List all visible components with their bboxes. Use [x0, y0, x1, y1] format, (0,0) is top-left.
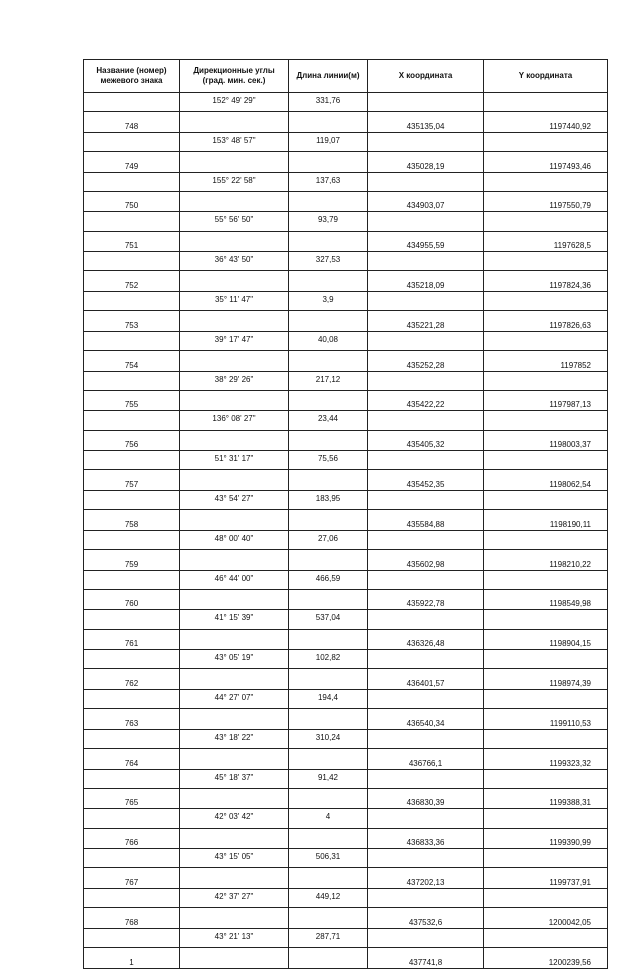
- table-row-line: [84, 93, 608, 112]
- point-name-cell: 754: [84, 351, 180, 372]
- table-row-point: [84, 629, 608, 650]
- length-cell-empty: [289, 112, 368, 133]
- direction-angle-cell: 44° 27' 07": [180, 689, 289, 708]
- table-row-line: [84, 650, 608, 669]
- length-cell-empty: [289, 868, 368, 889]
- x-cell-empty: [368, 928, 484, 947]
- table-row-point: [84, 828, 608, 849]
- table-row-line: [84, 451, 608, 470]
- x-cell-empty: [368, 490, 484, 509]
- table-row-line: [84, 291, 608, 310]
- point-name-cell: 767: [84, 868, 180, 889]
- y-coordinate-cell: 1199110,53: [484, 709, 608, 730]
- y-cell-empty: [484, 451, 608, 470]
- direction-angle-cell: 38° 29' 26": [180, 371, 289, 390]
- table-row-line: [84, 490, 608, 509]
- direction-angle-cell: 153° 48' 57": [180, 132, 289, 151]
- line-length-cell: 327,53: [289, 252, 368, 271]
- point-name-cell-empty: [84, 291, 180, 310]
- y-coordinate-cell: 1197824,36: [484, 271, 608, 292]
- x-coordinate-cell: 436401,57: [368, 669, 484, 690]
- direction-angle-cell: 43° 18' 22": [180, 729, 289, 748]
- line-length-cell: 102,82: [289, 650, 368, 669]
- direction-angle-cell: 51° 31' 17": [180, 451, 289, 470]
- table-row-line: [84, 411, 608, 430]
- direction-angle-cell: 155° 22' 58": [180, 172, 289, 191]
- angle-cell-empty: [180, 749, 289, 770]
- table-row-line: [84, 729, 608, 748]
- header-y: Y координата: [484, 60, 608, 93]
- angle-cell-empty: [180, 430, 289, 451]
- point-name-cell-empty: [84, 411, 180, 430]
- y-cell-empty: [484, 331, 608, 350]
- length-cell-empty: [289, 908, 368, 929]
- table-row-line: [84, 769, 608, 788]
- table-row-line: [84, 570, 608, 589]
- y-coordinate-cell: 1198904,15: [484, 629, 608, 650]
- length-cell-empty: [289, 351, 368, 372]
- line-length-cell: 75,56: [289, 451, 368, 470]
- point-name-cell-empty: [84, 530, 180, 549]
- direction-angle-cell: 43° 21' 13": [180, 928, 289, 947]
- length-cell-empty: [289, 948, 368, 969]
- x-cell-empty: [368, 689, 484, 708]
- point-name-cell: 756: [84, 430, 180, 451]
- direction-angle-cell: 41° 15' 39": [180, 610, 289, 629]
- header-name: Название (номер) межевого знака: [84, 60, 180, 93]
- table-row-line: [84, 689, 608, 708]
- line-length-cell: 4: [289, 809, 368, 828]
- line-length-cell: 506,31: [289, 849, 368, 868]
- point-name-cell: 749: [84, 152, 180, 173]
- direction-angle-cell: 46° 44' 00": [180, 570, 289, 589]
- table-row-point: [84, 510, 608, 531]
- y-cell-empty: [484, 371, 608, 390]
- x-coordinate-cell: 435584,88: [368, 510, 484, 531]
- x-coordinate-cell: 435135,04: [368, 112, 484, 133]
- point-name-cell-empty: [84, 689, 180, 708]
- table-row-point: [84, 311, 608, 332]
- direction-angle-cell: 43° 54' 27": [180, 490, 289, 509]
- y-cell-empty: [484, 530, 608, 549]
- length-cell-empty: [289, 191, 368, 212]
- x-cell-empty: [368, 769, 484, 788]
- point-name-cell-empty: [84, 172, 180, 191]
- angle-cell-empty: [180, 629, 289, 650]
- x-cell-empty: [368, 132, 484, 151]
- point-name-cell: 759: [84, 550, 180, 571]
- direction-angle-cell: 35° 11' 47": [180, 291, 289, 310]
- y-coordinate-cell: 1200042,05: [484, 908, 608, 929]
- point-name-cell-empty: [84, 650, 180, 669]
- x-cell-empty: [368, 610, 484, 629]
- point-name-cell: 748: [84, 112, 180, 133]
- point-name-cell: 751: [84, 231, 180, 252]
- point-name-cell: 753: [84, 311, 180, 332]
- y-cell-empty: [484, 689, 608, 708]
- table-row-line: [84, 610, 608, 629]
- x-coordinate-cell: 436766,1: [368, 749, 484, 770]
- point-name-cell: 768: [84, 908, 180, 929]
- table-row-point: [84, 868, 608, 889]
- angle-cell-empty: [180, 709, 289, 730]
- x-cell-empty: [368, 530, 484, 549]
- angle-cell-empty: [180, 390, 289, 411]
- point-name-cell: 1: [84, 948, 180, 969]
- y-cell-empty: [484, 172, 608, 191]
- length-cell-empty: [289, 152, 368, 173]
- table-row-point: [84, 271, 608, 292]
- table-row-point: [84, 112, 608, 133]
- x-coordinate-cell: 435405,32: [368, 430, 484, 451]
- angle-cell-empty: [180, 351, 289, 372]
- y-coordinate-cell: 1200239,56: [484, 948, 608, 969]
- direction-angle-cell: 43° 05' 19": [180, 650, 289, 669]
- point-name-cell: 765: [84, 788, 180, 809]
- point-name-cell-empty: [84, 849, 180, 868]
- length-cell-empty: [289, 589, 368, 610]
- y-cell-empty: [484, 570, 608, 589]
- y-cell-empty: [484, 610, 608, 629]
- line-length-cell: 466,59: [289, 570, 368, 589]
- angle-cell-empty: [180, 311, 289, 332]
- x-cell-empty: [368, 411, 484, 430]
- x-coordinate-cell: 436830,39: [368, 788, 484, 809]
- line-length-cell: 23,44: [289, 411, 368, 430]
- y-coordinate-cell: 1197852: [484, 351, 608, 372]
- x-coordinate-cell: 435221,28: [368, 311, 484, 332]
- point-name-cell-empty: [84, 610, 180, 629]
- line-length-cell: 537,04: [289, 610, 368, 629]
- table-row-line: [84, 252, 608, 271]
- table-row-point: [84, 589, 608, 610]
- line-length-cell: 194,4: [289, 689, 368, 708]
- table-row-line: [84, 132, 608, 151]
- table-row-point: [84, 709, 608, 730]
- y-cell-empty: [484, 93, 608, 112]
- point-name-cell: 755: [84, 390, 180, 411]
- angle-cell-empty: [180, 669, 289, 690]
- point-name-cell: 766: [84, 828, 180, 849]
- x-coordinate-cell: 436326,48: [368, 629, 484, 650]
- table-row-line: [84, 928, 608, 947]
- direction-angle-cell: 42° 03' 42": [180, 809, 289, 828]
- direction-angle-cell: 48° 00' 40": [180, 530, 289, 549]
- y-cell-empty: [484, 650, 608, 669]
- y-cell-empty: [484, 212, 608, 231]
- table-row-point: [84, 390, 608, 411]
- line-length-cell: 91,42: [289, 769, 368, 788]
- y-coordinate-cell: 1199390,99: [484, 828, 608, 849]
- line-length-cell: 93,79: [289, 212, 368, 231]
- y-coordinate-cell: 1197987,13: [484, 390, 608, 411]
- x-coordinate-cell: 437532,6: [368, 908, 484, 929]
- y-coordinate-cell: 1197550,79: [484, 191, 608, 212]
- x-coordinate-cell: 436833,36: [368, 828, 484, 849]
- line-length-cell: 183,95: [289, 490, 368, 509]
- x-cell-empty: [368, 809, 484, 828]
- length-cell-empty: [289, 510, 368, 531]
- table-row-point: [84, 788, 608, 809]
- x-coordinate-cell: 436540,34: [368, 709, 484, 730]
- point-name-cell-empty: [84, 570, 180, 589]
- x-coordinate-cell: 435218,09: [368, 271, 484, 292]
- table-body: [84, 93, 608, 969]
- y-cell-empty: [484, 809, 608, 828]
- angle-cell-empty: [180, 191, 289, 212]
- y-coordinate-cell: 1198549,98: [484, 589, 608, 610]
- line-length-cell: 137,63: [289, 172, 368, 191]
- length-cell-empty: [289, 231, 368, 252]
- x-cell-empty: [368, 451, 484, 470]
- boundary-coordinates-sheet: [83, 59, 607, 969]
- length-cell-empty: [289, 430, 368, 451]
- x-coordinate-cell: 437741,8: [368, 948, 484, 969]
- length-cell-empty: [289, 749, 368, 770]
- y-coordinate-cell: 1198190,11: [484, 510, 608, 531]
- length-cell-empty: [289, 311, 368, 332]
- x-coordinate-cell: 434903,07: [368, 191, 484, 212]
- direction-angle-cell: 55° 56' 50": [180, 212, 289, 231]
- length-cell-empty: [289, 669, 368, 690]
- line-length-cell: 331,76: [289, 93, 368, 112]
- point-name-cell-empty: [84, 928, 180, 947]
- length-cell-empty: [289, 390, 368, 411]
- point-name-cell-empty: [84, 93, 180, 112]
- x-coordinate-cell: 435422,22: [368, 390, 484, 411]
- y-coordinate-cell: 1198210,22: [484, 550, 608, 571]
- point-name-cell-empty: [84, 729, 180, 748]
- point-name-cell: 757: [84, 470, 180, 491]
- y-coordinate-cell: 1197440,92: [484, 112, 608, 133]
- x-coordinate-cell: 437202,13: [368, 868, 484, 889]
- table-row-point: [84, 669, 608, 690]
- point-name-cell: 761: [84, 629, 180, 650]
- y-coordinate-cell: 1198974,39: [484, 669, 608, 690]
- length-cell-empty: [289, 271, 368, 292]
- angle-cell-empty: [180, 510, 289, 531]
- x-cell-empty: [368, 291, 484, 310]
- point-name-cell-empty: [84, 212, 180, 231]
- header-x: X координата: [368, 60, 484, 93]
- direction-angle-cell: 39° 17' 47": [180, 331, 289, 350]
- x-cell-empty: [368, 212, 484, 231]
- x-cell-empty: [368, 172, 484, 191]
- y-cell-empty: [484, 490, 608, 509]
- direction-angle-cell: 36° 43' 50": [180, 252, 289, 271]
- table-row-line: [84, 530, 608, 549]
- direction-angle-cell: 136° 08' 27": [180, 411, 289, 430]
- x-cell-empty: [368, 650, 484, 669]
- point-name-cell-empty: [84, 371, 180, 390]
- y-coordinate-cell: 1197493,46: [484, 152, 608, 173]
- point-name-cell: 762: [84, 669, 180, 690]
- header-angle: Дирекционные углы (град. мин. сек.): [180, 60, 289, 93]
- y-cell-empty: [484, 729, 608, 748]
- y-cell-empty: [484, 291, 608, 310]
- line-length-cell: 40,08: [289, 331, 368, 350]
- x-coordinate-cell: 435252,28: [368, 351, 484, 372]
- y-coordinate-cell: 1197628,5: [484, 231, 608, 252]
- x-cell-empty: [368, 371, 484, 390]
- table-row-point: [84, 550, 608, 571]
- point-name-cell: 763: [84, 709, 180, 730]
- x-cell-empty: [368, 93, 484, 112]
- y-cell-empty: [484, 928, 608, 947]
- angle-cell-empty: [180, 868, 289, 889]
- table-row-point: [84, 470, 608, 491]
- y-cell-empty: [484, 252, 608, 271]
- angle-cell-empty: [180, 908, 289, 929]
- x-cell-empty: [368, 252, 484, 271]
- point-name-cell: 764: [84, 749, 180, 770]
- coordinates-table: [83, 59, 608, 969]
- angle-cell-empty: [180, 271, 289, 292]
- line-length-cell: 287,71: [289, 928, 368, 947]
- table-row-line: [84, 849, 608, 868]
- point-name-cell-empty: [84, 451, 180, 470]
- angle-cell-empty: [180, 550, 289, 571]
- length-cell-empty: [289, 470, 368, 491]
- table-header-row: [84, 60, 608, 93]
- table-row-point: [84, 231, 608, 252]
- line-length-cell: 310,24: [289, 729, 368, 748]
- line-length-cell: 27,06: [289, 530, 368, 549]
- y-coordinate-cell: 1198003,37: [484, 430, 608, 451]
- point-name-cell-empty: [84, 252, 180, 271]
- x-coordinate-cell: 435922,78: [368, 589, 484, 610]
- line-length-cell: 449,12: [289, 888, 368, 907]
- table-row-line: [84, 371, 608, 390]
- point-name-cell-empty: [84, 490, 180, 509]
- length-cell-empty: [289, 788, 368, 809]
- y-coordinate-cell: 1199737,91: [484, 868, 608, 889]
- x-coordinate-cell: 435602,98: [368, 550, 484, 571]
- y-cell-empty: [484, 769, 608, 788]
- point-name-cell: 752: [84, 271, 180, 292]
- direction-angle-cell: 42° 37' 27": [180, 888, 289, 907]
- point-name-cell-empty: [84, 331, 180, 350]
- x-coordinate-cell: 434955,59: [368, 231, 484, 252]
- length-cell-empty: [289, 828, 368, 849]
- x-coordinate-cell: 435452,35: [368, 470, 484, 491]
- length-cell-empty: [289, 550, 368, 571]
- point-name-cell: 758: [84, 510, 180, 531]
- header-length: Длина линии(м): [289, 60, 368, 93]
- y-cell-empty: [484, 411, 608, 430]
- y-coordinate-cell: 1199323,32: [484, 749, 608, 770]
- angle-cell-empty: [180, 152, 289, 173]
- angle-cell-empty: [180, 948, 289, 969]
- angle-cell-empty: [180, 112, 289, 133]
- table-row-point: [84, 351, 608, 372]
- line-length-cell: 119,07: [289, 132, 368, 151]
- table-row-line: [84, 331, 608, 350]
- angle-cell-empty: [180, 470, 289, 491]
- angle-cell-empty: [180, 788, 289, 809]
- direction-angle-cell: 152° 49' 29": [180, 93, 289, 112]
- table-row-point: [84, 152, 608, 173]
- table-row-point: [84, 191, 608, 212]
- angle-cell-empty: [180, 828, 289, 849]
- angle-cell-empty: [180, 589, 289, 610]
- table-row-line: [84, 212, 608, 231]
- x-cell-empty: [368, 729, 484, 748]
- line-length-cell: 3,9: [289, 291, 368, 310]
- table-row-point: [84, 430, 608, 451]
- table-row-line: [84, 172, 608, 191]
- y-coordinate-cell: 1197826,63: [484, 311, 608, 332]
- direction-angle-cell: 45° 18' 37": [180, 769, 289, 788]
- x-coordinate-cell: 435028,19: [368, 152, 484, 173]
- point-name-cell-empty: [84, 809, 180, 828]
- angle-cell-empty: [180, 231, 289, 252]
- line-length-cell: 217,12: [289, 371, 368, 390]
- length-cell-empty: [289, 709, 368, 730]
- y-coordinate-cell: 1198062,54: [484, 470, 608, 491]
- point-name-cell: 760: [84, 589, 180, 610]
- table-row-line: [84, 809, 608, 828]
- y-coordinate-cell: 1199388,31: [484, 788, 608, 809]
- x-cell-empty: [368, 570, 484, 589]
- table-row-point: [84, 749, 608, 770]
- point-name-cell-empty: [84, 132, 180, 151]
- point-name-cell: 750: [84, 191, 180, 212]
- table-row-point: [84, 908, 608, 929]
- y-cell-empty: [484, 849, 608, 868]
- direction-angle-cell: 43° 15' 05": [180, 849, 289, 868]
- x-cell-empty: [368, 331, 484, 350]
- point-name-cell-empty: [84, 769, 180, 788]
- length-cell-empty: [289, 629, 368, 650]
- table-row-point: [84, 948, 608, 969]
- x-cell-empty: [368, 849, 484, 868]
- y-cell-empty: [484, 132, 608, 151]
